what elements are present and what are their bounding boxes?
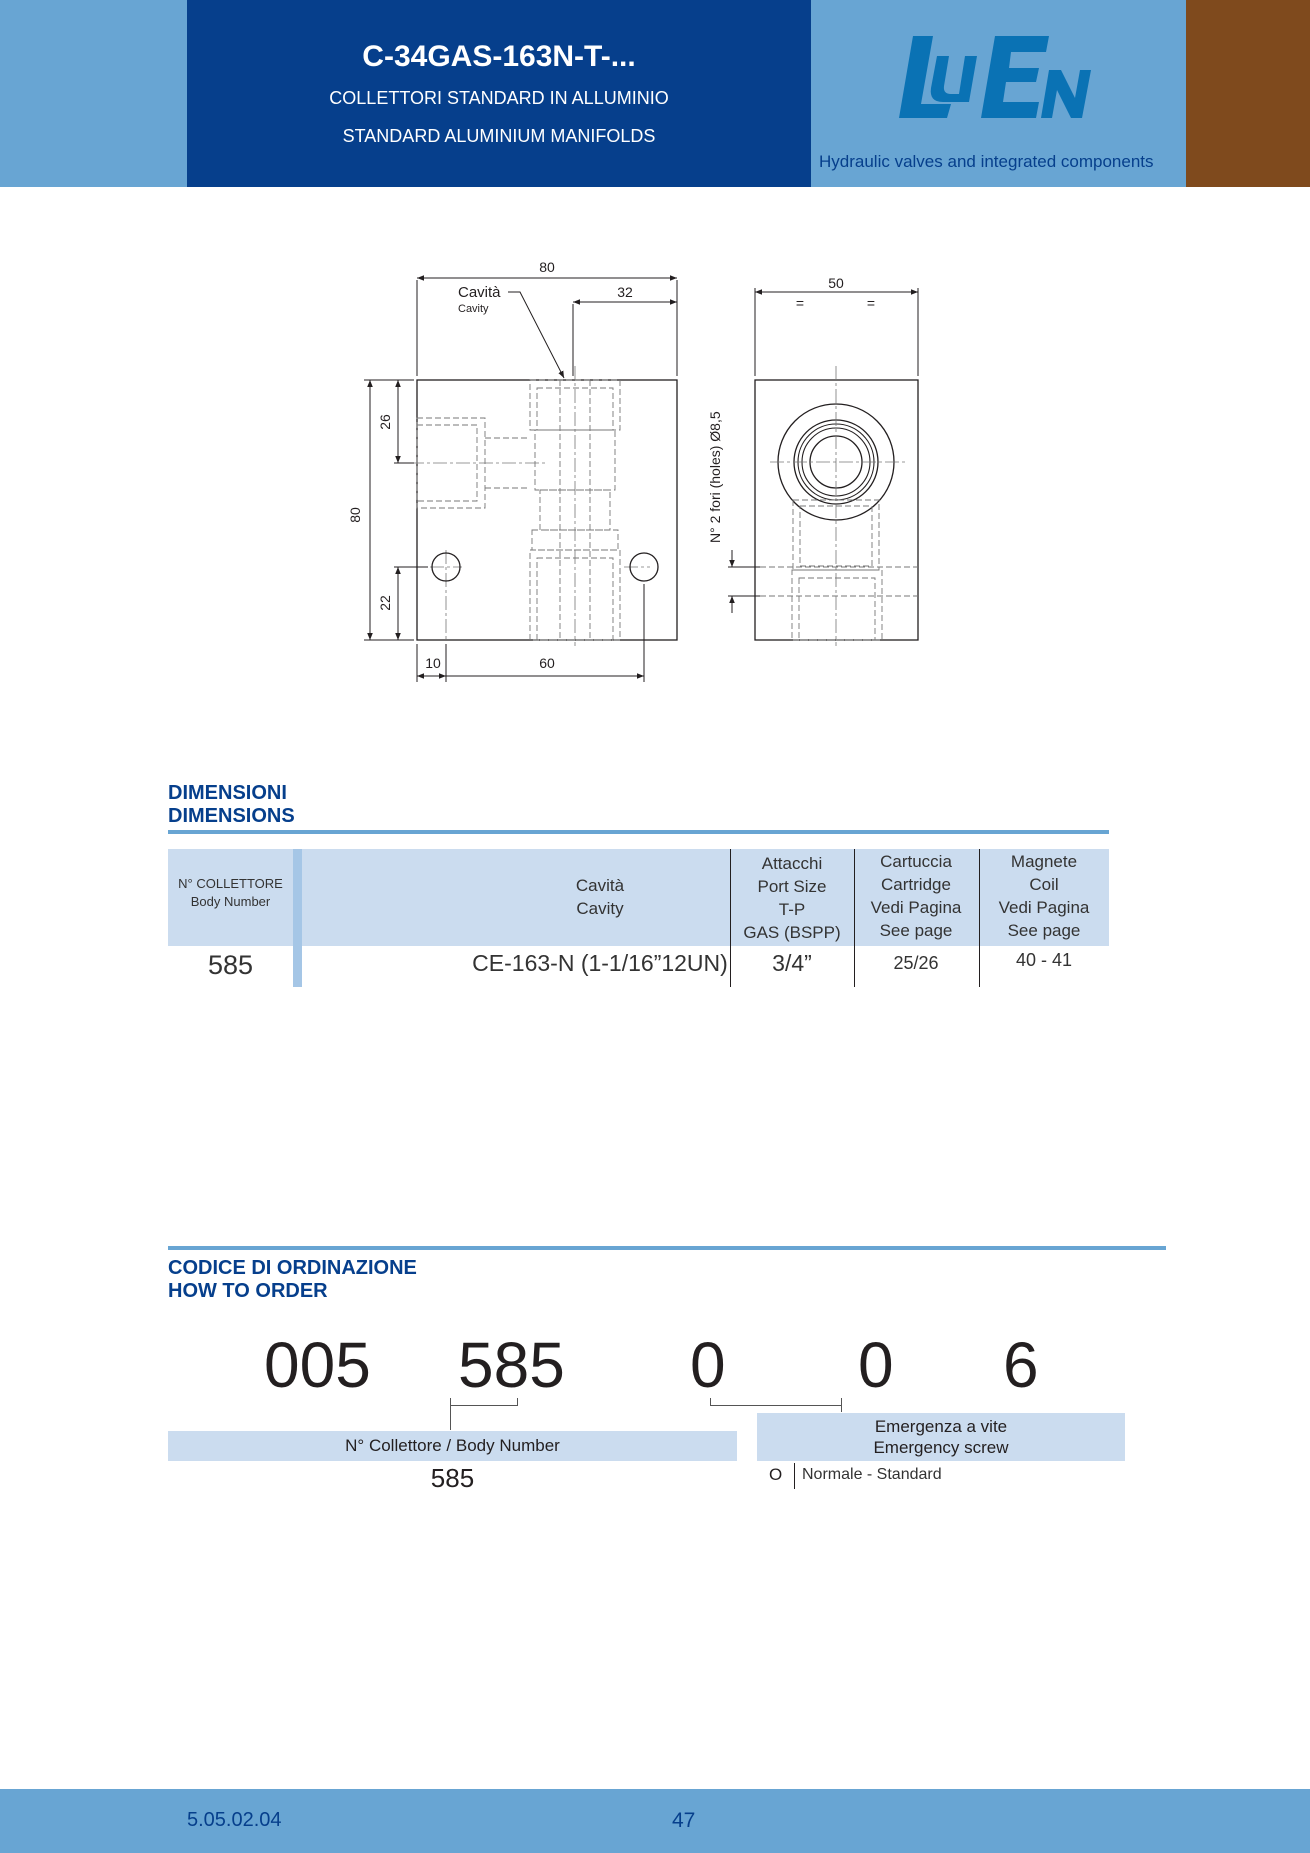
col-cavity-en: Cavity bbox=[576, 899, 624, 918]
bracket-body-stem bbox=[450, 1398, 451, 1430]
header-logo-block bbox=[811, 0, 1186, 187]
front-view-body bbox=[417, 380, 677, 640]
holes-note: N° 2 fori (holes) Ø8,5 bbox=[707, 411, 723, 543]
option-code: O bbox=[769, 1465, 783, 1484]
cavity-label-en: Cavity bbox=[458, 303, 489, 315]
col-cavity-it: Cavità bbox=[575, 876, 625, 895]
dim-32: 32 bbox=[617, 284, 633, 300]
code-prefix: 005 bbox=[264, 1329, 371, 1401]
emergency-label-it: Emergenza a vite bbox=[874, 1417, 1008, 1436]
row-cartridge: 25/26 bbox=[893, 953, 939, 973]
option-separator bbox=[794, 1463, 795, 1489]
order-rule bbox=[168, 1246, 1166, 1250]
footer bbox=[0, 1789, 1310, 1853]
dim-26: 26 bbox=[377, 414, 393, 430]
order-heading-it: CODICE DI ORDINAZIONE bbox=[168, 1257, 417, 1279]
footer-doc-code: 5.05.02.04 bbox=[187, 1809, 282, 1831]
tagline: Hydraulic valves and integrated components bbox=[819, 152, 1154, 171]
body-number-value: 585 bbox=[430, 1463, 475, 1493]
dimensions-heading-it: DIMENSIONI bbox=[168, 782, 287, 804]
code-body-number: 585 bbox=[458, 1329, 565, 1401]
code-emergency: 0 bbox=[858, 1329, 894, 1401]
header-brown-band bbox=[1186, 0, 1310, 187]
side-view-body bbox=[755, 380, 918, 640]
equal-mark-left: = bbox=[795, 295, 805, 311]
cavity-label: Cavità bbox=[458, 284, 501, 301]
bracket-emergency bbox=[710, 1398, 842, 1406]
col-port-size: Attacchi Port Size T-P GAS (BSPP) bbox=[743, 854, 841, 942]
equal-mark-right: = bbox=[866, 295, 876, 311]
technical-drawing bbox=[340, 259, 940, 700]
subtitle-italian: COLLETTORI STANDARD IN ALLUMINIO bbox=[329, 88, 669, 108]
col-body-number bbox=[168, 875, 293, 911]
row-cavity: CE-163-N (1-1/16”12UN) bbox=[472, 950, 728, 976]
emergency-label bbox=[757, 1413, 1125, 1461]
col-body-it: N° COLLETTORE bbox=[178, 876, 283, 891]
dim-10: 10 bbox=[425, 655, 441, 671]
body-number-label: N° Collettore / Body Number bbox=[168, 1431, 737, 1461]
dim-front-height: 80 bbox=[347, 507, 363, 523]
dim-front-width: 80 bbox=[539, 259, 555, 275]
luen-logo bbox=[899, 30, 1099, 125]
col-cartridge: Cartuccia Cartridge Vedi Pagina See page bbox=[870, 852, 962, 940]
dim-22: 22 bbox=[377, 595, 393, 611]
bracket-body bbox=[450, 1398, 518, 1406]
header-left-band bbox=[0, 0, 187, 187]
header-title-block bbox=[187, 0, 811, 187]
row-body-number: 585 bbox=[207, 950, 254, 980]
emergency-label-en: Emergency screw bbox=[873, 1438, 1009, 1457]
dimensions-heading-en: DIMENSIONS bbox=[168, 805, 295, 827]
dim-side-width: 50 bbox=[828, 275, 844, 291]
footer-page-number: 47 bbox=[672, 1809, 696, 1832]
code-suffix: 6 bbox=[1003, 1329, 1039, 1401]
subtitle-english: STANDARD ALUMINIUM MANIFOLDS bbox=[342, 126, 656, 146]
option-description: Normale - Standard bbox=[802, 1466, 942, 1483]
bracket-emergency-stem bbox=[841, 1406, 842, 1412]
table-accent-bar bbox=[293, 849, 302, 987]
page-title: C-34GAS-163N-T-... bbox=[362, 40, 636, 73]
dim-60: 60 bbox=[539, 655, 555, 671]
dimensions-rule bbox=[168, 830, 1109, 834]
code-option-1: 0 bbox=[690, 1329, 726, 1401]
col-body-en: Body Number bbox=[190, 894, 271, 909]
order-heading-en: HOW TO ORDER bbox=[168, 1280, 328, 1302]
row-coil: 40 - 41 bbox=[1015, 950, 1073, 970]
row-port-size: 3/4” bbox=[772, 950, 812, 976]
col-coil: Magnete Coil Vedi Pagina See page bbox=[998, 852, 1090, 940]
